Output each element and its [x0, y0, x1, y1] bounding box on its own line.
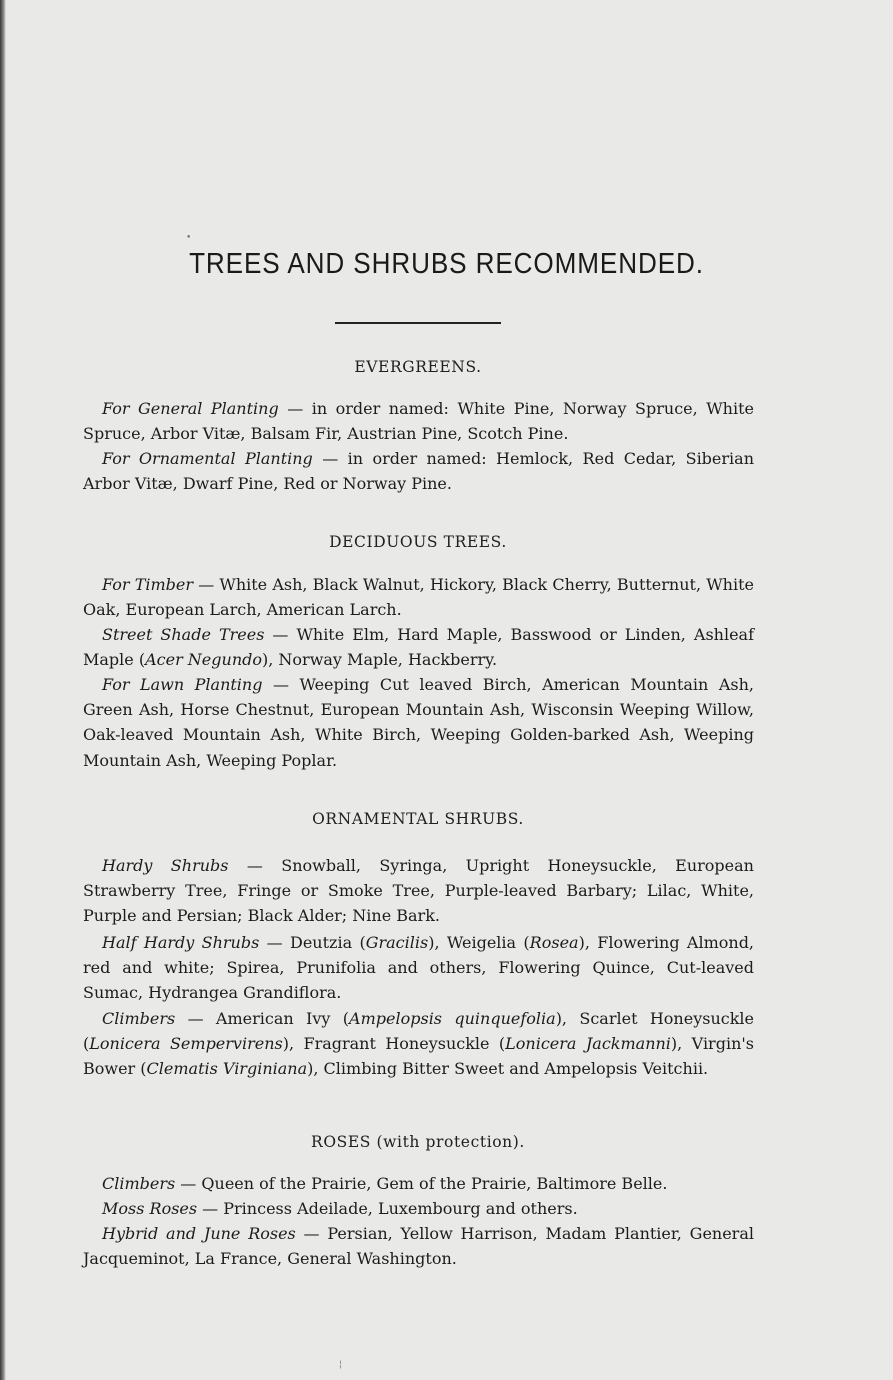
paragraph-text: ), Weigelia ( [428, 933, 530, 952]
print-speck: • [186, 233, 192, 243]
section-heading-deciduous-trees: DECIDUOUS TREES. [329, 533, 507, 551]
paragraph-climbers [83, 1006, 754, 1082]
paragraph-label: Climbers [102, 1174, 176, 1193]
paragraph-timber [83, 572, 754, 622]
paragraph-moss-roses [83, 1196, 754, 1221]
paragraph-hardy-shrubs [83, 853, 754, 929]
paragraph-general-planting [83, 396, 754, 446]
paragraph-rose-climbers [83, 1171, 754, 1196]
paragraph-text: — in order named: Hemlock, Red Cedar, Siberian Arbor Vitæ, Dwarf Pine, Red or Norway Pine. [83, 449, 754, 494]
species-name: Acer Negundo [145, 650, 262, 670]
section-heading-ornamental-shrubs: ORNAMENTAL SHRUBS. [312, 810, 524, 828]
species-name: Gracilis [365, 933, 429, 952]
paragraph-text: — White Elm, Hard Maple, Basswood or Linden, Ashleaf Maple ( [83, 625, 755, 670]
paragraph-label: For Ornamental Planting [102, 449, 313, 468]
species-name: Lonicera Jackmanni [505, 1034, 671, 1054]
paragraph-label: For Timber [102, 575, 194, 594]
paragraph-label: Moss Roses [102, 1199, 198, 1218]
paragraph-street-shade-trees [83, 622, 754, 672]
species-name: Rosea [529, 933, 579, 952]
paragraph-lawn-planting [83, 672, 754, 773]
page-edge [0, 0, 6, 1380]
paragraph-text: — Princess Adeilade, Luxembourg and others. [197, 1199, 578, 1218]
page-title: TREES AND SHRUBS RECOMMENDED. [189, 248, 704, 280]
paragraph-text: ), Norway Maple, Hackberry. [262, 650, 498, 670]
paragraph-label: For General Planting [102, 399, 279, 418]
paragraph-label: Half Hardy Shrubs [102, 933, 260, 952]
title-rule [335, 322, 501, 324]
paragraph-label: Street Shade Trees [102, 625, 265, 644]
paragraph-text: — American Ivy ( [175, 1009, 350, 1028]
paragraph-label: Hardy Shrubs [102, 856, 229, 875]
paragraph-text: ), Virgin's Bower ( [83, 1034, 754, 1079]
paragraph-label: Climbers [102, 1009, 176, 1028]
paragraph-label: Hybrid and June Roses [102, 1224, 296, 1243]
paragraph-text: ), Fragrant Honeysuckle ( [282, 1034, 506, 1054]
species-name: Ampelopsis quinquefolia [349, 1009, 556, 1028]
paragraph-text: ), Climbing Bitter Sweet and Ampelopsis Veitchii. [307, 1059, 709, 1079]
paragraph-text: — Snowball, Syringa, Upright Honeysuckle, European Strawberry Tree, Fringe or Smoke Tree, Purple-leaved Barbary; Lilac, White, Purple and Persian; Black Alder; Nine Bark. [83, 856, 754, 926]
print-speck: ¦ [339, 1360, 343, 1370]
section-heading-roses: ROSES (with protection). [311, 1133, 525, 1151]
paragraph-text: — Persian, Yellow Harrison, Madam Plantier, General Jacqueminot, La France, General Washington. [83, 1224, 754, 1269]
paragraph-half-hardy-shrubs [83, 930, 754, 1006]
paragraph-text: — in order named: White Pine, Norway Spruce, White Spruce, Arbor Vitæ, Balsam Fir, Austrian Pine, Scotch Pine. [83, 399, 755, 444]
paragraph-hybrid-june-roses [83, 1221, 754, 1271]
species-name: Lonicera Sempervirens [89, 1034, 283, 1054]
paragraph-text: — White Ash, Black Walnut, Hickory, Black Cherry, Butternut, White Oak, European Larch, American Larch. [83, 575, 754, 620]
paragraph-text: ), Flowering Almond, red and white; Spirea, Prunifolia and others, Flowering Quince, Cut-leaved Sumac, Hydrangea Grandiflora. [83, 933, 755, 1003]
species-name: Clematis Virginiana [146, 1059, 308, 1079]
paragraph-label: For Lawn Planting [102, 675, 263, 694]
paragraph-text: — Weeping Cut leaved Birch, American Mountain Ash, Green Ash, Horse Chestnut, European Mountain Ash, Wisconsin Weeping Willow, Oak-leaved Mountain Ash, White Birch, Weeping Golden-barked Ash, Weeping Mountain Ash, Weeping Poplar. [83, 675, 754, 770]
paragraph-text: — Queen of the Prairie, Gem of the Prairie, Baltimore Belle. [175, 1174, 668, 1193]
paragraph-ornamental-planting [83, 446, 754, 496]
paragraph-text: ), Scarlet Honeysuckle ( [83, 1009, 755, 1054]
paragraph-text: — Deutzia ( [259, 933, 366, 952]
section-heading-evergreens: EVERGREENS. [354, 358, 482, 376]
